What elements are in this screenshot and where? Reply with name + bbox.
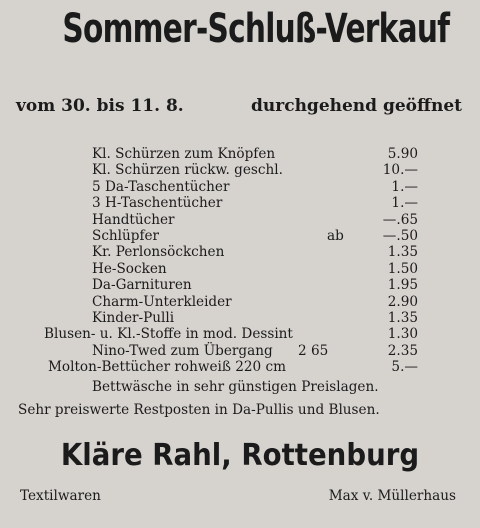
list-item <box>0 179 480 196</box>
item-label: Kr. Perlonsöckchen <box>92 244 225 261</box>
list-item <box>0 343 480 360</box>
shop-type: Textilwaren <box>20 488 101 504</box>
item-price-prefix: 2 65 <box>298 342 329 359</box>
item-price: 1.50 <box>387 260 418 277</box>
item-label: Kl. Schürzen zum Knöpfen <box>92 146 276 162</box>
remnants-note: Sehr preiswerte Restposten in Da-Pullis und Blusen. <box>18 402 380 418</box>
item-label: He-Socken <box>92 260 167 277</box>
list-item <box>0 212 480 229</box>
list-item <box>0 244 480 261</box>
sale-dates: vom 30. bis 11. 8. <box>16 96 184 116</box>
list-item <box>0 277 480 294</box>
opening-hours: durchgehend geöffnet <box>251 96 462 116</box>
item-price: 2.90 <box>387 293 418 310</box>
item-label: Schlüpfer <box>92 228 160 244</box>
item-label: Da-Garnituren <box>92 277 192 294</box>
item-price: 2.35 <box>387 342 418 359</box>
item-price: 5.90 <box>387 146 418 162</box>
list-item <box>0 359 480 376</box>
item-price: 10.— <box>382 162 418 179</box>
item-label: Blusen- u. Kl.-Stoffe in mod. Dessint <box>44 326 293 343</box>
shop-name: Kläre Rahl, Rottenburg <box>60 438 420 473</box>
item-price: 5.— <box>391 359 418 376</box>
list-item <box>0 294 480 311</box>
item-label: 3 H-Taschentücher <box>92 195 223 212</box>
list-item <box>0 326 480 343</box>
item-label: Handtücher <box>92 211 175 228</box>
list-item <box>0 310 480 327</box>
headline: Sommer-Schluß-Verkauf <box>62 6 450 52</box>
item-label: Molton-Bettücher rohweiß 220 cm <box>48 359 287 376</box>
item-price: 1.— <box>391 195 418 212</box>
shop-address: Max v. Müllerhaus <box>328 488 456 504</box>
bedding-note: Bettwäsche in sehr günstigen Preislagen. <box>92 379 379 395</box>
list-item <box>0 195 480 212</box>
item-price: —.50 <box>382 228 418 244</box>
item-label: Charm-Unterkleider <box>92 293 232 310</box>
list-item <box>0 261 480 278</box>
item-label: 5 Da-Taschentücher <box>92 178 230 195</box>
list-item <box>0 228 480 245</box>
item-price: 1.— <box>391 178 418 195</box>
item-price: 1.35 <box>387 310 418 326</box>
item-label: Kl. Schürzen rückw. geschl. <box>92 162 283 179</box>
item-label: Nino-Twed zum Übergang <box>92 342 273 359</box>
item-label: Kinder-Pulli <box>92 310 175 326</box>
item-price: —.65 <box>382 211 418 228</box>
list-item <box>0 162 480 179</box>
item-price-prefix: ab <box>327 228 344 244</box>
list-item <box>0 146 480 163</box>
item-price: 1.95 <box>387 277 418 294</box>
item-price: 1.35 <box>387 244 418 261</box>
item-price: 1.30 <box>387 326 418 343</box>
price-list <box>0 146 480 376</box>
